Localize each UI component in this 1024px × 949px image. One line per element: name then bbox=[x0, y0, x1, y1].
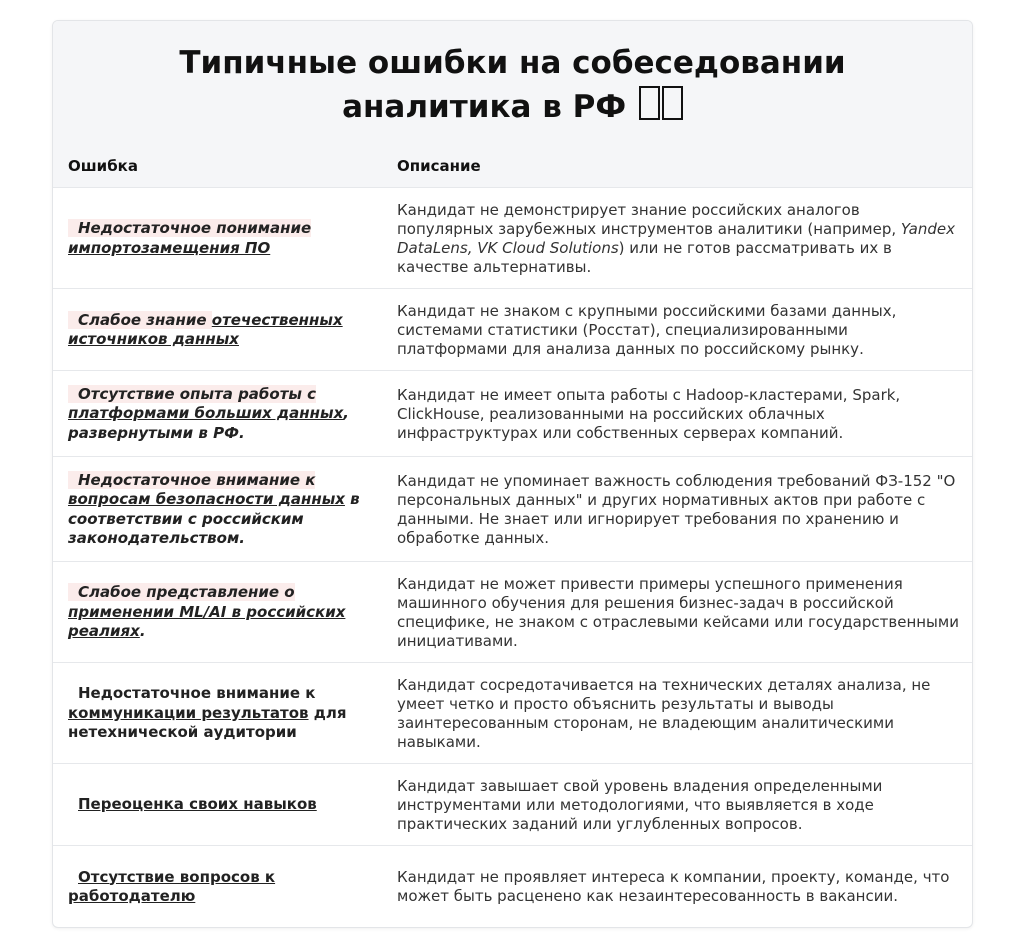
error-link[interactable]: платформами больших данных bbox=[68, 404, 344, 423]
errors-card bbox=[52, 20, 973, 928]
description-text: Кандидат завышает свой уровень владения определенными инструментами или методологиями, что выявляется в ходе практических заданий или углубленных вопросов. bbox=[397, 776, 883, 833]
error-cell bbox=[68, 562, 373, 663]
description-cell bbox=[397, 663, 959, 764]
description-cell bbox=[397, 289, 959, 371]
description-text-end: ) или не готов рассматривать их в качестве альтернативы. bbox=[397, 238, 892, 276]
table-row bbox=[53, 456, 972, 562]
description-cell bbox=[397, 562, 959, 663]
error-link[interactable]: вопросам безопасности данных bbox=[68, 490, 345, 508]
error-text: Слабое знание bbox=[68, 311, 212, 329]
description-cell bbox=[397, 371, 959, 457]
error-text-end: , развернутыми в РФ. bbox=[68, 404, 349, 442]
error-text: Недостаточное внимание к bbox=[68, 471, 315, 489]
error-cell bbox=[68, 289, 373, 371]
description-text: Кандидат сосредотачивается на технических деталях анализа, не умеет четко и просто объяснить результаты и выводы заинтересованным сторонам, не владеющим аналитическими навыками. bbox=[397, 675, 931, 751]
title-line-1: Типичные ошибки на собеседовании bbox=[179, 45, 846, 81]
error-text: Недостаточное внимание к bbox=[78, 684, 316, 703]
error-cell bbox=[68, 457, 373, 562]
description-emphasis: Yandex DataLens, VK Cloud Solutions bbox=[397, 219, 956, 257]
error-link[interactable]: отечественных источников данных bbox=[68, 310, 343, 348]
error-cell bbox=[68, 663, 373, 764]
column-header-error: Ошибка bbox=[68, 157, 138, 175]
error-link[interactable]: коммуникации результатов bbox=[68, 703, 309, 722]
error-text: Отсутствие опыта работы с bbox=[68, 385, 316, 403]
table-row bbox=[53, 288, 972, 371]
error-text-end: для нетехнической аудитории bbox=[68, 703, 347, 742]
error-link[interactable]: Отсутствие вопросов к работодателю bbox=[68, 867, 276, 905]
error-text: Недостаточное понимание bbox=[68, 219, 311, 237]
error-link[interactable]: Переоценка своих навыков bbox=[78, 795, 317, 814]
table-row bbox=[53, 561, 972, 663]
russia-flag-icon-2 bbox=[662, 86, 683, 120]
description-text: Кандидат не может привести примеры успешного применения машинного обучения для решения бизнес-задач в российской специфике, не знаком с отраслевыми кейсами или государственными инициативами. bbox=[397, 574, 959, 650]
description-text: Кандидат не демонстрирует знание российских аналогов популярных зарубежных инструментов аналитики (например, bbox=[397, 200, 901, 238]
description-cell bbox=[397, 457, 959, 562]
title-line-2: аналитика в РФ bbox=[342, 89, 627, 125]
error-link[interactable]: применении ML/AI в российских реалиях bbox=[68, 602, 346, 641]
russia-flag-icon bbox=[639, 86, 660, 120]
description-text: Кандидат не имеет опыта работы с Hadoop-кластерами, Spark, ClickHouse, реализованными на российских облачных инфраструктурах или собственных серверах компаний. bbox=[397, 385, 901, 442]
error-cell bbox=[68, 371, 373, 457]
description-cell bbox=[397, 188, 959, 289]
description-text: Кандидат не знаком с крупными российскими базами данных, системами статистики (Росстат), специализированными платформами для анализа данных по российскому рынку. bbox=[397, 301, 897, 358]
table-row bbox=[53, 662, 972, 764]
error-cell bbox=[68, 764, 373, 846]
table-row bbox=[53, 845, 972, 928]
error-text-end: в соответствии с российским законодательством. bbox=[68, 490, 360, 547]
table-row bbox=[53, 370, 972, 457]
error-cell bbox=[68, 188, 373, 289]
card-header bbox=[53, 21, 972, 187]
error-text-end: . bbox=[139, 622, 146, 641]
table-row bbox=[53, 187, 972, 289]
description-cell bbox=[397, 846, 959, 928]
error-cell bbox=[68, 846, 373, 928]
description-cell bbox=[397, 764, 959, 846]
page-title bbox=[53, 21, 972, 129]
description-text: Кандидат не проявляет интереса к компании, проекту, команде, что может быть расценено как незаинтересованность в вакансии. bbox=[397, 868, 950, 905]
error-text: Слабое представление о bbox=[68, 583, 295, 601]
column-header-description: Описание bbox=[397, 157, 481, 175]
table-row bbox=[53, 763, 972, 846]
error-link[interactable]: импортозамещения ПО bbox=[68, 238, 271, 257]
description-text: Кандидат не упоминает важность соблюдения требований ФЗ-152 "О персональных данных" и других нормативных актов при работе с данными. Не знает или игнорирует требования по хранению и обработке данных. bbox=[397, 471, 956, 547]
